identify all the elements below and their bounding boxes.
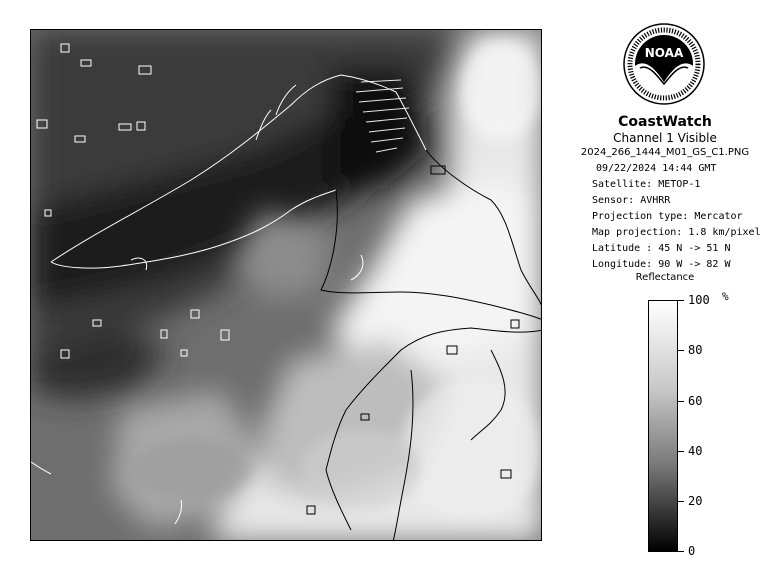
date-time-label: 09/22/2024 14:44 GMT [596, 163, 717, 174]
satellite-image-map [30, 29, 542, 541]
meta-label: Latitude : [592, 243, 653, 254]
meta-value: 90 W -> 82 W [658, 259, 731, 270]
latitude-row [592, 243, 731, 254]
meta-value: 1.8 km/pixel [688, 227, 761, 238]
meta-label: Map projection: [592, 227, 683, 238]
noaa-seal-icon [622, 22, 706, 106]
colorbar-tick [678, 501, 684, 502]
colorbar-tick [678, 350, 684, 351]
meta-label: Longitude: [592, 259, 653, 270]
meta-label: Sensor: [592, 195, 635, 206]
colorbar-tick [678, 451, 684, 452]
colorbar-tick-label: 20 [688, 494, 703, 508]
satellite-row [592, 179, 700, 190]
colorbar-tick [678, 300, 684, 301]
legend-unit: % [722, 290, 729, 303]
info-panel [560, 18, 770, 558]
meta-value: 45 N -> 51 N [658, 243, 731, 254]
sensor-row [592, 195, 670, 206]
colorbar-tick [678, 551, 684, 552]
meta-value: Mercator [694, 211, 743, 222]
logo-text: NOAA [644, 46, 684, 60]
filename-label: 2024_266_1444_M01_GS_C1.PNG [580, 147, 750, 158]
reflectance-colorbar [648, 300, 678, 552]
colorbar-tick-label: 60 [688, 394, 703, 408]
app-title: CoastWatch [618, 114, 712, 130]
meta-value: AVHRR [640, 195, 671, 206]
colorbar-tick-label: 80 [688, 343, 703, 357]
projection-type-row [592, 211, 743, 222]
legend-title: Reflectance [635, 272, 695, 283]
longitude-row [592, 259, 731, 270]
colorbar-tick-label: 40 [688, 444, 703, 458]
colorbar-tick [678, 401, 684, 402]
map-projection-row [592, 227, 761, 238]
channel-label: Channel 1 Visible [613, 131, 717, 145]
colorbar-tick-label: 0 [688, 544, 696, 558]
meta-label: Satellite: [592, 179, 653, 190]
meta-label: Projection type: [592, 211, 689, 222]
colorbar-tick-label: 100 [688, 293, 710, 307]
satellite-image-svg [31, 30, 542, 541]
meta-value: METOP-1 [658, 179, 701, 190]
